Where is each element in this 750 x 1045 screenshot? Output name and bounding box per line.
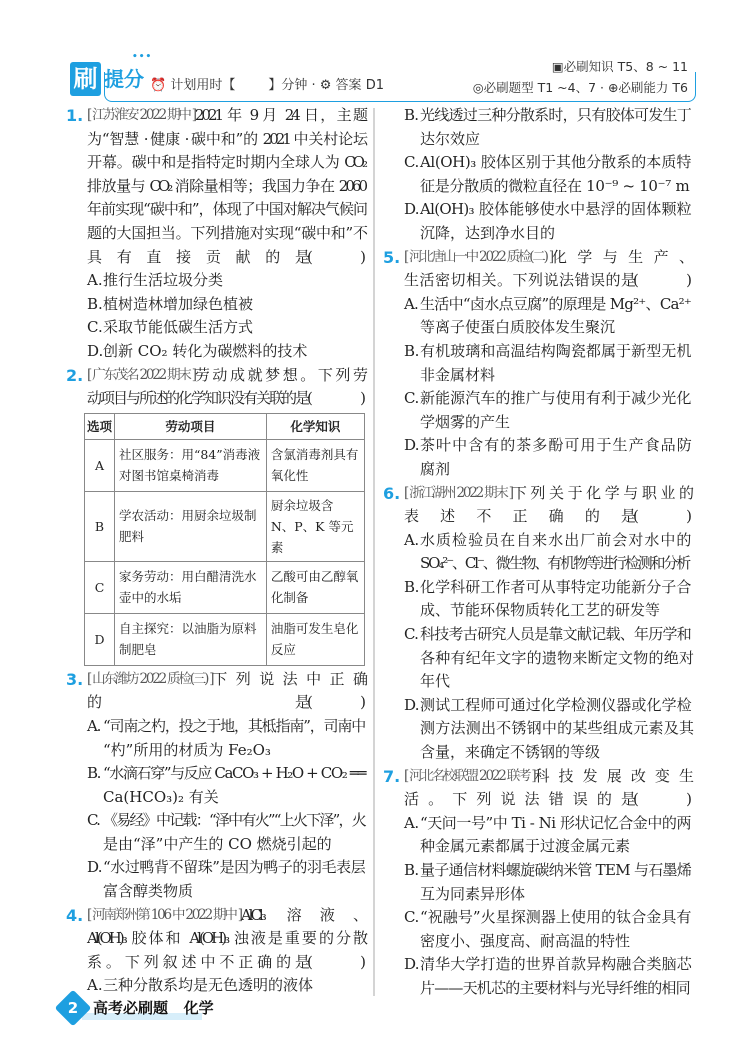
option-line: 富含醇类物质 — [103, 882, 194, 901]
question-stem-line — [404, 482, 691, 506]
option-label: B. — [87, 294, 103, 313]
question-stem-line — [87, 691, 365, 715]
bracket-open: ( — [307, 389, 310, 408]
question-3 — [66, 668, 365, 904]
right-column — [383, 104, 692, 1001]
option-line — [87, 856, 365, 880]
option-b — [404, 340, 691, 387]
option-d — [87, 340, 365, 364]
option-line: 互为同素异形体 — [420, 884, 526, 903]
option-a — [404, 529, 691, 576]
option-c — [404, 151, 691, 198]
option-line — [404, 104, 691, 128]
option-line — [87, 715, 365, 739]
option-label: D. — [404, 200, 419, 219]
option-label: B. — [404, 106, 419, 124]
option-line — [87, 809, 365, 833]
answer-bracket — [633, 269, 691, 293]
book-title: 高考必刷题 化学 — [93, 999, 214, 1017]
option-line — [87, 974, 365, 998]
option-text: “水过鸭背不留珠”是因为鸭子的羽毛表层 — [103, 858, 365, 877]
answer-bracket — [307, 691, 365, 715]
stem-text: 动项目与所述的化学知识没有关联的是 — [87, 389, 307, 408]
option-d — [404, 434, 691, 481]
stem-text: 下列关于化学与职业的 — [511, 483, 691, 502]
option-text: “司南之杓，投之于地，其柢指南”，司南中 — [103, 716, 365, 735]
table-row — [85, 561, 365, 613]
option-text: 测试工程师可通过化学检测仪器或化学检 — [420, 695, 691, 714]
column-divider — [373, 108, 375, 996]
stem-text: 生活密切相关。下列说法错误的是 — [404, 271, 633, 290]
option-c — [87, 316, 365, 340]
option-d — [404, 694, 691, 765]
option-text: 量子通信材料螺旋碳纳米管 TEM 与石墨烯 — [420, 861, 692, 879]
option-text: 三种分散系均是无色透明的液体 — [103, 976, 314, 995]
question-stem-line: Al(OH)₃ 胶体和 Al(OH)₃ 浊液是重要的分散 — [87, 929, 365, 948]
question-source: [ 河北唐山一中 2022 质检(二) ] — [404, 248, 552, 265]
option-text: 采取节能低碳生活方式 — [103, 318, 254, 337]
question-stem-line — [87, 364, 365, 388]
question-stem-line — [87, 387, 365, 411]
option-line: 密度小、强度高、耐高温的特性 — [420, 931, 631, 950]
option-a — [404, 812, 691, 859]
option-line — [404, 529, 691, 553]
table-cell: 油脂可发生皂化反应 — [266, 613, 364, 665]
question-stem-line — [87, 904, 365, 928]
bracket-close: ) — [686, 271, 689, 290]
option-b — [404, 859, 691, 906]
option-line: 种金属元素都属于过渡金属元素 — [420, 837, 631, 856]
option-label: B. — [404, 341, 419, 360]
option-line — [87, 316, 365, 340]
option-label: C. — [404, 153, 419, 172]
question-1 — [66, 104, 365, 364]
option-label: D. — [404, 955, 419, 974]
option-d — [87, 856, 365, 903]
option-line — [87, 293, 365, 317]
question-4 — [404, 104, 691, 246]
option-line: 等离子使蛋白质胶体发生聚沉 — [420, 318, 616, 337]
option-b — [404, 576, 691, 623]
option-line: 达尔效应 — [420, 129, 481, 148]
question-5 — [383, 246, 691, 482]
question-source: [ 广东茂名 2022 期末 ] — [87, 366, 195, 383]
option-text: 茶叶中含有的茶多酚可用于生产食品防 — [420, 436, 691, 455]
question-7 — [383, 765, 692, 1001]
option-line: 成、节能环保物质转化工艺的研发等 — [420, 601, 661, 620]
plan-time-answer: ⏰ 计划用时【 】分钟 · ⚙ 答案 D1 — [150, 78, 384, 93]
option-label: A. — [87, 271, 103, 290]
page-number: 2 — [67, 999, 79, 1017]
answer-bracket — [307, 246, 365, 270]
option-line: 是由“泽”中产生的 CO 燃烧引起的 — [103, 834, 332, 853]
question-source: [ 江苏淮安 2022 期中 ] — [87, 107, 195, 123]
question-stem-line — [87, 104, 365, 128]
option-line: “杓”所用的材质为 Fe₂O₃ — [103, 740, 271, 759]
answer-bracket — [307, 387, 365, 411]
option-line — [404, 576, 691, 600]
option-text: 推行生活垃圾分类 — [103, 271, 224, 290]
option-line — [404, 434, 691, 458]
option-text: 化学科研工作者可从事特定功能新分子合 — [420, 577, 691, 596]
table-cell: C — [85, 561, 115, 613]
option-line — [404, 859, 691, 883]
option-line — [404, 953, 691, 977]
table-header: 化学知识 — [266, 413, 364, 439]
question-number: 1. — [66, 106, 84, 125]
knowledge-index: ▣必刷知识 T5、8 ~ 11 — [551, 59, 688, 74]
option-line: 各种有纪年文字的遗物来断定文物的绝对 — [420, 648, 691, 667]
option-line: 沉降，达到净水目的 — [420, 223, 556, 242]
header-dots: ••• — [132, 52, 153, 62]
option-b — [87, 293, 365, 317]
option-text: 新能源汽车的推广与使用有利于减少光化 — [420, 389, 691, 408]
question-stem-line: 题的大国担当。下列措施对实现“碳中和”不 — [87, 223, 365, 242]
question-stem-line — [87, 246, 365, 270]
stem-text: 下列说法中正确 — [212, 669, 365, 688]
question-source: [ 河北名校联盟 2022 联考 ] — [404, 767, 535, 784]
bracket-close: ) — [686, 507, 689, 526]
option-label: B. — [404, 577, 419, 596]
question-stem-line — [404, 246, 691, 270]
stem-text: 的是 — [87, 693, 307, 712]
stem-text: 活。下列说法错误的是 — [404, 790, 633, 809]
stem-text: 表述不正确的是 — [404, 507, 633, 526]
option-line — [404, 694, 691, 718]
option-line: 学烟雾的产生 — [420, 412, 511, 431]
answer-bracket — [633, 788, 691, 812]
option-label: D. — [87, 341, 104, 360]
option-text: “祝融号”火星探测器上使用的钛合金具有 — [420, 908, 691, 927]
option-text: 科技考古研究人员是靠文献记载、年历学和 — [420, 625, 691, 644]
option-label: A. — [404, 294, 419, 313]
option-label: A. — [404, 530, 419, 549]
table-header: 选项 — [85, 413, 115, 439]
bracket-open: ( — [307, 247, 310, 266]
option-label: D. — [404, 436, 419, 455]
option-line: 年代 — [420, 672, 451, 691]
answer-bracket — [633, 505, 691, 529]
question-stem-line: 排放量与 CO₂ 消除量相等；我国力争在 2060 — [87, 176, 365, 195]
question-number: 4. — [66, 905, 84, 925]
table-row — [85, 491, 365, 561]
option-text: “天问一号”中 Ti - Ni 形状记忆合金中的两 — [420, 813, 691, 832]
table-row — [85, 439, 365, 491]
option-line — [404, 387, 691, 411]
option-c — [404, 387, 691, 434]
question-stem-line: 年前实现“碳中和”，体现了中国对解决气候问 — [87, 200, 365, 219]
table-cell: D — [85, 613, 115, 665]
option-line — [404, 198, 691, 222]
question-source: [ 山东潍坊 2022 质检(三) ] — [87, 670, 213, 687]
table-cell: A — [85, 439, 115, 491]
option-line: Ca(HCO₃)₂ 有关 — [103, 787, 219, 806]
option-a — [87, 715, 365, 762]
option-text: Al(OH)₃ 胶体能够使水中悬浮的固体颗粒 — [420, 200, 691, 219]
option-label: A. — [404, 813, 419, 832]
bracket-close: ) — [360, 693, 363, 712]
option-text: 生活中“卤水点豆腐”的原理是 Mg²⁺、Ca²⁺ — [420, 294, 691, 313]
option-line: 非金属材料 — [420, 365, 496, 384]
table-header: 劳动项目 — [115, 413, 267, 439]
option-line: 腐剂 — [420, 459, 451, 478]
question-stem-line: 为“智慧 · 健康 · 碳中和”的 2021 中关村论坛 — [87, 129, 365, 148]
question-stem-line: 开幕。碳中和是指特定时期内全球人为 CO₂ — [87, 153, 365, 172]
option-label: A. — [87, 976, 103, 995]
option-line — [404, 340, 691, 364]
option-text: Al(OH)₃ 胶体区别于其他分散系的本质特 — [420, 153, 691, 172]
option-a — [404, 293, 691, 340]
option-line — [404, 906, 691, 930]
bracket-open: ( — [633, 507, 636, 526]
option-line: 测方法测出不锈钢中的某些组成元素及其 — [420, 719, 691, 738]
stem-text: 系。下列叙述中不正确的是 — [87, 952, 307, 971]
question-source: [ 河南郑州第 106 中 2022 期中 ] — [87, 906, 241, 923]
option-text: 创新 CO₂ 转化为碳燃料的技术 — [103, 341, 308, 360]
option-line: 片——天机芯的主要材料与光导纤维的相同 — [420, 978, 690, 997]
option-text: 清华大学打造的世界首款异构融合类脑芯 — [420, 955, 691, 974]
stem-text: AlCl₃ 溶液、 — [240, 905, 365, 924]
option-label: C. — [404, 908, 419, 927]
option-label: D. — [87, 858, 102, 877]
option-c — [404, 906, 691, 953]
bracket-open: ( — [307, 952, 310, 971]
option-label: A. — [87, 716, 101, 735]
option-a — [87, 974, 365, 998]
table-cell: 乙酸可由乙醇氧化制备 — [266, 561, 364, 613]
question-stem-line — [87, 668, 365, 692]
question-stem-line — [404, 765, 691, 789]
option-b — [404, 104, 691, 151]
question-stem-line — [87, 951, 365, 975]
option-b — [87, 762, 365, 809]
table-cell: 社区服务：用“84”消毒液对图书馆桌椅消毒 — [115, 439, 267, 491]
option-line: SO₄²⁻、Cl⁻、微生物、有机物等进行检测和分析 — [420, 554, 690, 573]
option-text: “水滴石穿”与反应 CaCO₃ + H₂O + CO₂ ══ — [103, 764, 365, 783]
bracket-close: ) — [360, 247, 363, 266]
question-6 — [383, 482, 691, 765]
question-number: 7. — [383, 766, 401, 786]
option-line: 含量，来确定不锈钢的等级 — [420, 743, 601, 762]
option-d — [404, 953, 691, 1000]
question-source: [ 浙江湖州 2022 期末 ] — [404, 484, 512, 501]
answer-bracket — [307, 951, 365, 975]
question-number: 6. — [383, 483, 401, 503]
bracket-open: ( — [633, 271, 636, 290]
option-d — [404, 198, 691, 245]
option-text: 光线透过三种分散系时，只有胶体可发生丁 — [420, 106, 691, 124]
bracket-close: ) — [360, 952, 363, 971]
option-line — [87, 340, 365, 364]
option-label: D. — [404, 695, 419, 714]
question-number: 2. — [66, 365, 84, 385]
option-label: B. — [87, 764, 100, 783]
bracket-close: ) — [360, 389, 363, 408]
option-line — [87, 269, 365, 293]
option-label: C. — [87, 811, 100, 830]
type-ability-index: ◎必刷题型 T1 ~4、7 · ⊕必刷能力 T6 — [472, 80, 688, 95]
table-cell: B — [85, 491, 115, 561]
table-cell: 含氯消毒剂具有氧化性 — [266, 439, 364, 491]
option-text: 植树造林增加绿色植被 — [103, 294, 254, 313]
option-label: C. — [87, 318, 103, 337]
option-label: C. — [404, 625, 419, 644]
table-cell: 学农活动：用厨余垃圾制肥料 — [115, 491, 267, 561]
option-c — [404, 623, 691, 694]
bracket-open: ( — [633, 790, 636, 809]
table-cell: 家务劳动：用白醋清洗水壶中的水垢 — [115, 561, 267, 613]
option-a — [87, 269, 365, 293]
option-text: 《易经》中记载：“泽中有火”“上火下泽”，火 — [103, 811, 365, 830]
option-text: 有机玻璃和高温结构陶瓷都属于新型无机 — [420, 341, 691, 360]
question-stem-line — [404, 788, 691, 812]
option-text: 水质检验员在自来水出厂前会对水中的 — [420, 530, 691, 549]
brand-logo: 刷 — [70, 62, 101, 96]
question-2 — [66, 364, 365, 666]
question-stem-line — [404, 505, 691, 529]
question-number: 5. — [383, 247, 401, 267]
bracket-close: ) — [686, 790, 689, 809]
stem-text: 科技发展改变生 — [534, 766, 691, 785]
stem-text: 劳动成就梦想。下列劳 — [194, 365, 365, 384]
section-title: 提分 — [104, 67, 144, 91]
option-line — [87, 762, 365, 786]
question-stem-line — [404, 269, 691, 293]
left-column — [66, 104, 365, 998]
answer-table — [84, 413, 365, 666]
option-line — [404, 623, 691, 647]
question-4 — [66, 904, 365, 998]
option-line — [404, 293, 691, 317]
table-cell: 厨余垃圾含 N、P、K 等元素 — [266, 491, 364, 561]
stem-text: 2021 年 9 月 24 日，主题 — [194, 106, 365, 124]
option-label: B. — [404, 861, 419, 879]
option-line — [404, 812, 691, 836]
option-c — [87, 809, 365, 856]
table-header-row — [85, 413, 365, 439]
stem-text: 具有直接贡献的是 — [87, 247, 307, 266]
option-label: C. — [404, 389, 419, 408]
bracket-open: ( — [307, 693, 310, 712]
table-cell: 自主探究：以油脂为原料制肥皂 — [115, 613, 267, 665]
table-row — [85, 613, 365, 665]
stem-text: 化学与生产、 — [551, 247, 691, 266]
option-line — [404, 151, 691, 175]
option-line: 征是分散质的微粒直径在 10⁻⁹ ~ 10⁻⁷ m — [420, 176, 690, 195]
question-number: 3. — [66, 669, 84, 689]
